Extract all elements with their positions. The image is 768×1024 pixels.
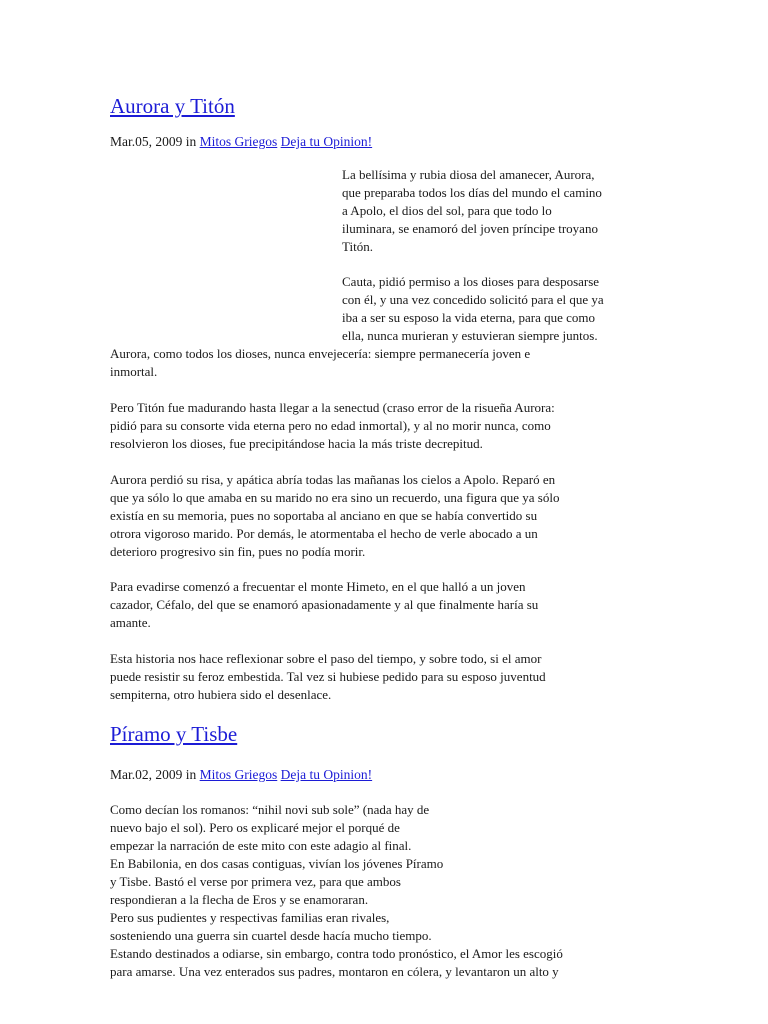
post-paragraph	[110, 801, 563, 981]
text-line: Pero Titón fue madurando hasta llegar a la senectud (craso error de la risueña Aurora:	[110, 400, 555, 415]
post-in-label: in	[185, 134, 197, 149]
text-line: Cauta, pidió permiso a los dioses para desposarse	[342, 274, 600, 289]
post-title-link[interactable]: Píramo y Tisbe	[110, 722, 238, 746]
text-line: con él, y una vez concedido solicitó para el que ya	[342, 292, 604, 307]
post-paragraph	[110, 345, 530, 381]
text-line: respondieran a la flecha de Eros y se enamoraran.	[110, 892, 369, 907]
post-title-link[interactable]: Aurora y Titón	[110, 94, 235, 118]
text-line: Titón.	[342, 239, 373, 254]
text-line: Esta historia nos hace reflexionar sobre el paso del tiempo, y sobre todo, si el amor	[110, 651, 542, 666]
post-paragraph	[110, 578, 538, 632]
post-date: Mar.02, 2009	[110, 767, 183, 782]
post-in-label: in	[185, 767, 197, 782]
text-line: La bellísima y rubia diosa del amanecer, Aurora,	[342, 167, 595, 182]
post-paragraph	[342, 273, 604, 345]
category-link[interactable]: Mitos Griegos	[199, 767, 278, 782]
text-line: nuevo bajo el sol). Pero os explicaré mejor el porqué de	[110, 820, 400, 835]
post-title	[110, 721, 237, 747]
text-line: amante.	[110, 615, 151, 630]
post-date: Mar.05, 2009	[110, 134, 183, 149]
text-line: a Apolo, el dios del sol, para que todo lo	[342, 203, 552, 218]
post-paragraph	[110, 471, 559, 561]
post-meta	[110, 766, 372, 784]
text-line: Como decían los romanos: “nihil novi sub sole” (nada hay de	[110, 802, 430, 817]
post-paragraph	[342, 166, 602, 256]
post-paragraph	[110, 650, 546, 704]
text-line: Aurora perdió su risa, y apática abría todas las mañanas los cielos a Apolo. Reparó en	[110, 472, 556, 487]
category-link[interactable]: Mitos Griegos	[199, 134, 278, 149]
text-line: En Babilonia, en dos casas contiguas, vivían los jóvenes Píramo	[110, 856, 444, 871]
text-line: sosteniendo una guerra sin cuartel desde hacía mucho tiempo.	[110, 928, 432, 943]
text-line: que preparaba todos los días del mundo el camino	[342, 185, 602, 200]
text-line: Para evadirse comenzó a frecuentar el monte Himeto, en el que halló a un joven	[110, 579, 526, 594]
text-line: Aurora, como todos los dioses, nunca envejecería: siempre permanecería joven e	[110, 346, 531, 361]
text-line: resolvieron los dioses, fue precipitándose hacia la más triste decrepitud.	[110, 436, 483, 451]
text-line: deterioro progresivo sin fin, pues no podía morir.	[110, 544, 366, 559]
text-line: y Tisbe. Bastó el verse por primera vez, para que ambos	[110, 874, 401, 889]
comment-link[interactable]: Deja tu Opinion!	[280, 767, 373, 782]
text-line: cazador, Céfalo, del que se enamoró apasionadamente y al que finalmente haría su	[110, 597, 539, 612]
text-line: Estando destinados a odiarse, sin embargo, contra todo pronóstico, el Amor les escogió	[110, 946, 563, 961]
text-line: iba a ser su esposo la vida eterna, para que como	[342, 310, 596, 325]
text-line: inmortal.	[110, 364, 158, 379]
text-line: pidió para su consorte vida eterna pero no edad inmortal), y al no morir nunca, como	[110, 418, 551, 433]
text-line: empezar la narración de este mito con este adagio al final.	[110, 838, 412, 853]
text-line: ella, nunca murieran y estuvieran siempre juntos.	[342, 328, 598, 343]
text-line: otrora vigoroso marido. Por demás, le atormentaba el hecho de verle abocado a un	[110, 526, 538, 541]
text-line: puede resistir su feroz embestida. Tal vez si hubiese pedido para su esposo juventud	[110, 669, 546, 684]
comment-link[interactable]: Deja tu Opinion!	[280, 134, 373, 149]
post-title	[110, 93, 235, 119]
text-line: existía en su memoria, pues no soportaba al anciano en que se había convertido su	[110, 508, 538, 523]
text-line: Pero sus pudientes y respectivas familias eran rivales,	[110, 910, 390, 925]
text-line: para amarse. Una vez enterados sus padres, montaron en cólera, y levantaron un alto y	[110, 964, 559, 979]
post-meta	[110, 133, 372, 151]
text-line: iluminara, se enamoró del joven príncipe troyano	[342, 221, 598, 236]
post-paragraph	[110, 399, 555, 453]
text-line: sempiterna, otro hubiera sido el desenlace.	[110, 687, 332, 702]
text-line: que ya sólo lo que amaba en su marido no era sino un recuerdo, una figura que ya sólo	[110, 490, 560, 505]
